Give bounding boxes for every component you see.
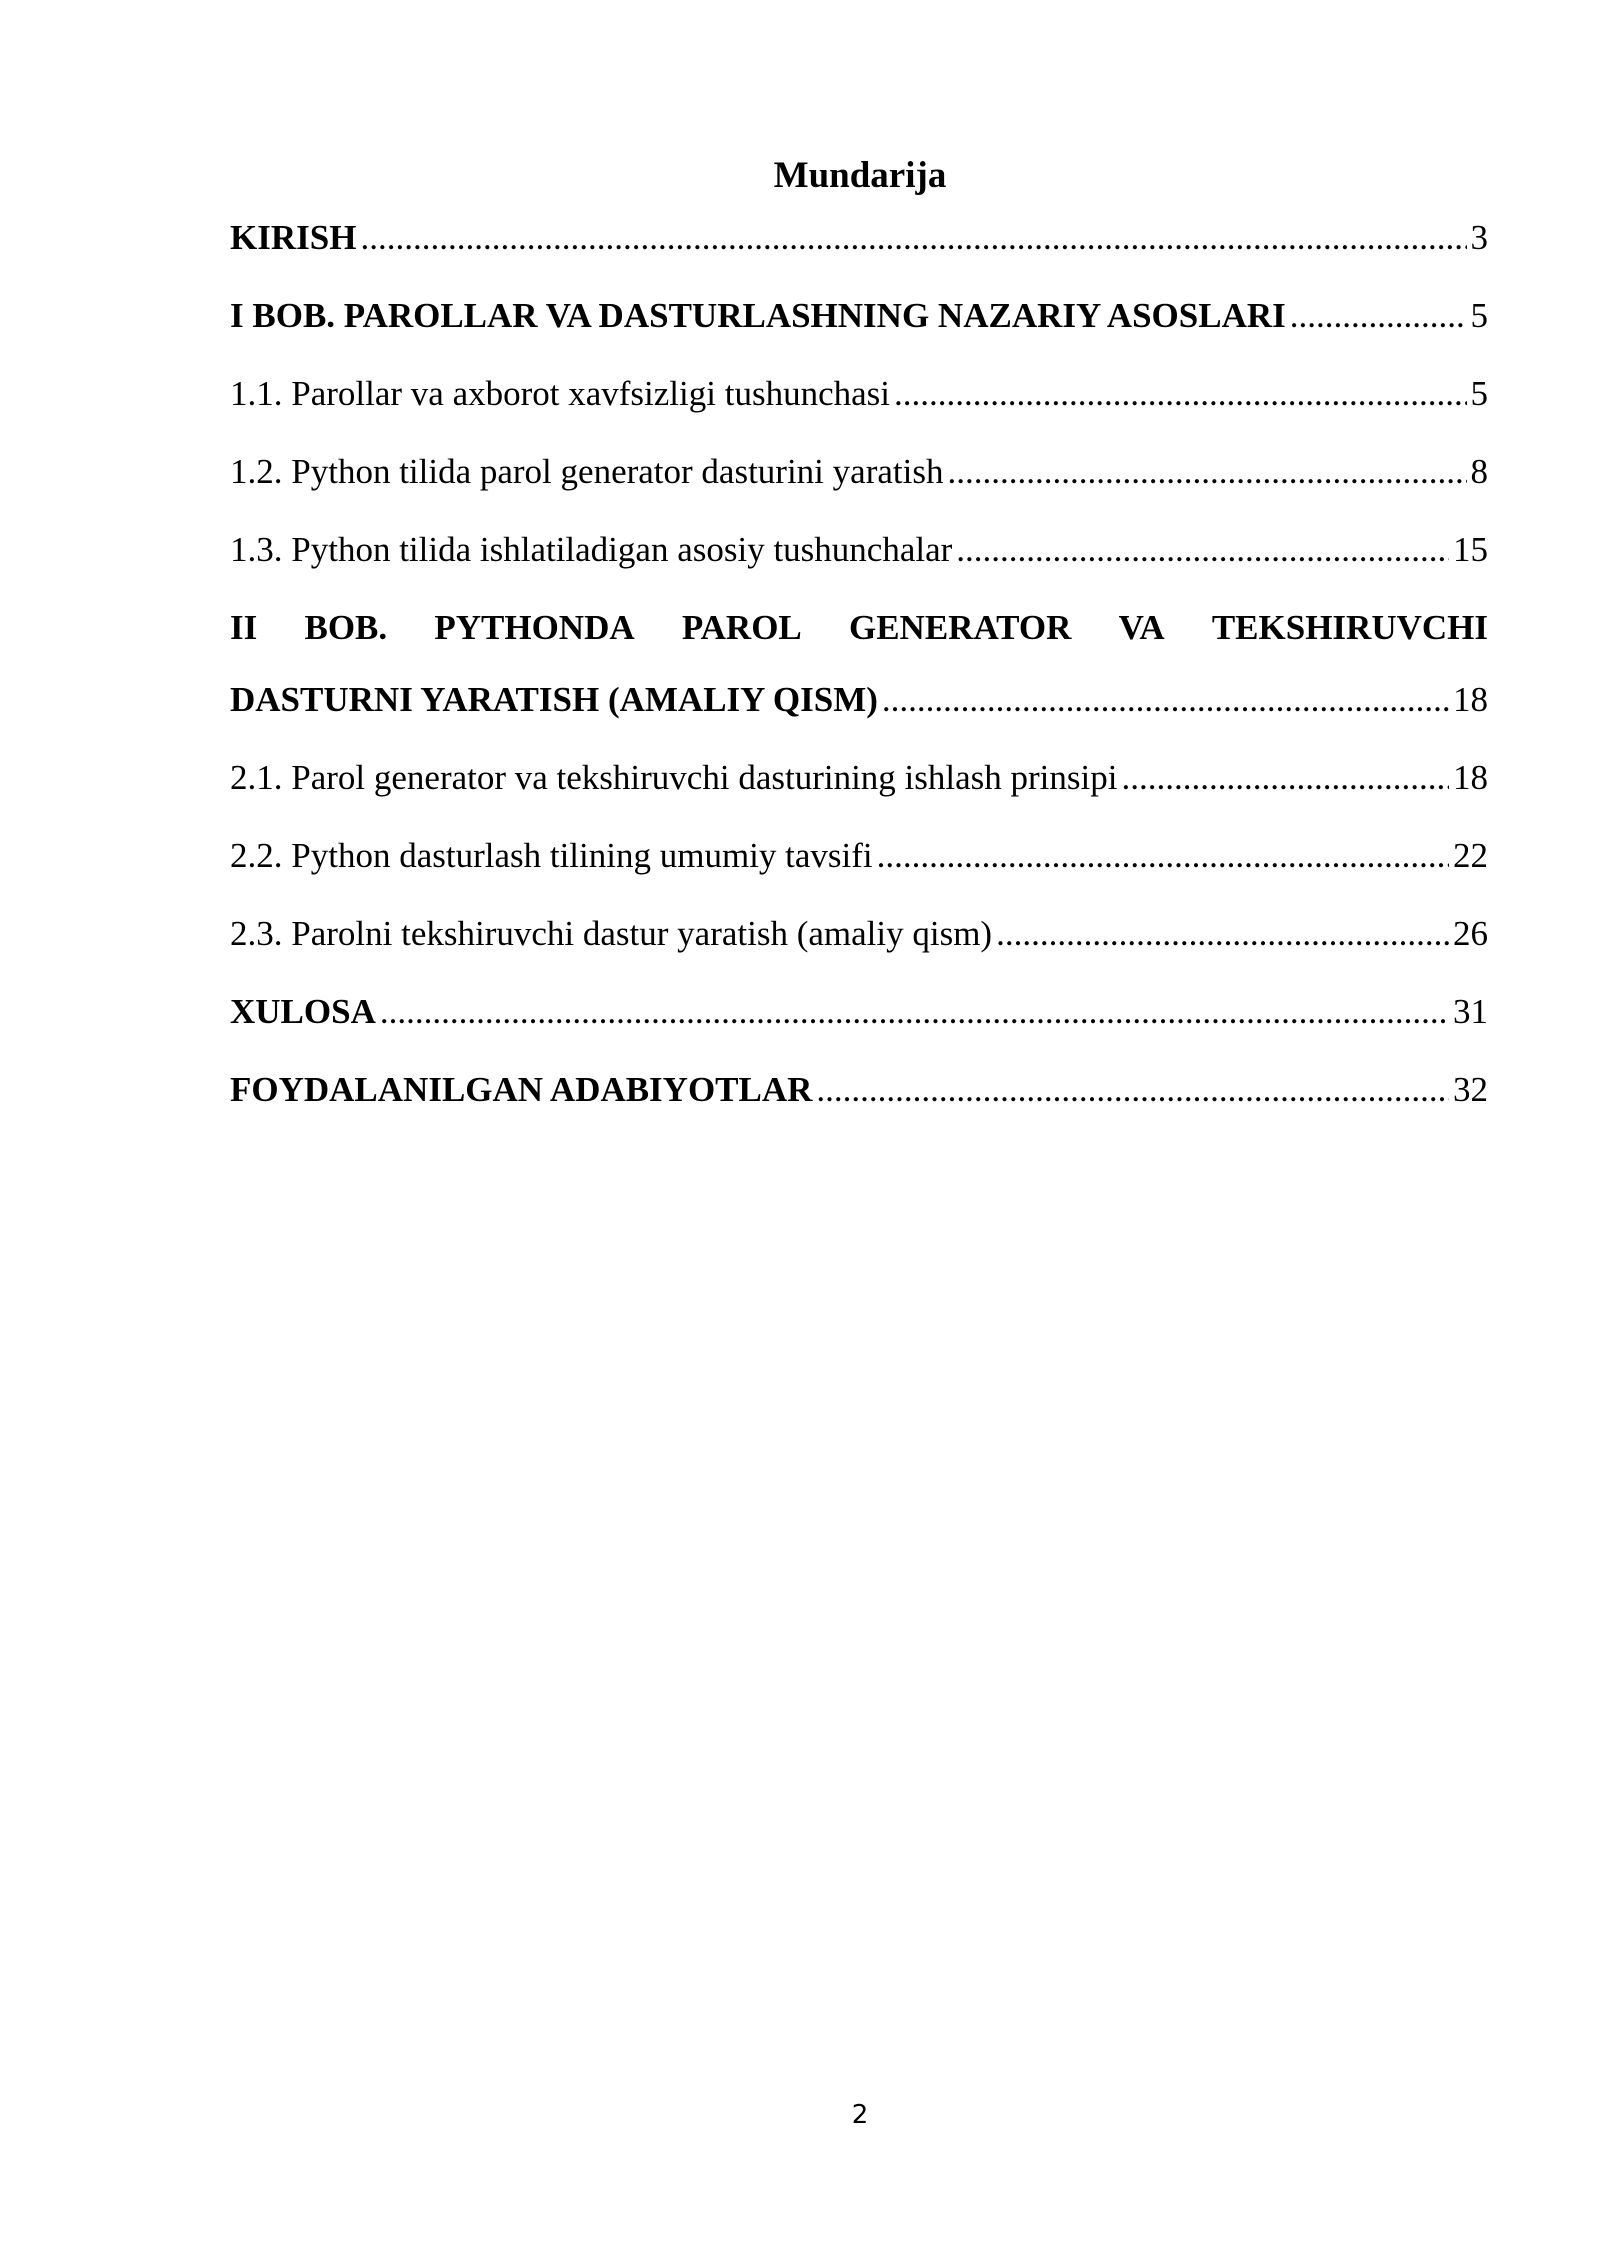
toc-word: GENERATOR xyxy=(848,608,1072,647)
toc-entry-label: KIRISH xyxy=(230,218,357,257)
toc-entry-chapter-1[interactable] xyxy=(230,289,1488,343)
toc-entry-kirish[interactable] xyxy=(230,211,1488,265)
page-number: 2 xyxy=(851,2100,869,2130)
toc-entry-label: XULOSA xyxy=(230,992,376,1031)
dot-leader xyxy=(1121,751,1449,805)
toc-entry-page: 8 xyxy=(1470,452,1488,491)
toc-word: VA xyxy=(1118,608,1165,647)
dot-leader xyxy=(380,985,1449,1039)
dot-leader xyxy=(947,445,1466,499)
dot-leader xyxy=(894,367,1467,421)
dot-leader xyxy=(816,1063,1449,1117)
dot-leader xyxy=(1290,289,1467,343)
toc-entry-page: 18 xyxy=(1453,758,1488,797)
toc-entry-page: 26 xyxy=(1453,914,1488,953)
toc-entry-page: 5 xyxy=(1470,296,1488,335)
dot-leader xyxy=(956,523,1449,577)
toc-entry-page: 5 xyxy=(1470,374,1488,413)
toc-entry-label: DASTURNI YARATISH (AMALIY QISM) xyxy=(230,680,878,719)
toc-entry-section-2-3[interactable] xyxy=(230,907,1488,961)
toc-entry-label: 2.3. Parolni tekshiruvchi dastur yaratish (amaliy qism) xyxy=(230,914,993,953)
toc-entry-page: 22 xyxy=(1453,836,1488,875)
toc-entry-section-1-3[interactable] xyxy=(230,523,1488,577)
toc-entry-section-2-2[interactable] xyxy=(230,829,1488,883)
toc-entry-label-line-1 xyxy=(230,601,1488,655)
toc-entry-page: 3 xyxy=(1470,218,1488,257)
dot-leader xyxy=(360,211,1466,265)
toc-entry-label: 1.2. Python tilida parol generator dasturini yaratish xyxy=(230,452,944,491)
toc-entry-section-1-1[interactable] xyxy=(230,367,1488,421)
toc-entry-label: I BOB. PAROLLAR VA DASTURLASHNING NAZARIY ASOSLARI xyxy=(230,296,1286,335)
toc-entry-chapter-2[interactable] xyxy=(230,601,1488,727)
dot-leader xyxy=(882,673,1449,727)
toc-entry-section-2-1[interactable] xyxy=(230,751,1488,805)
toc-entry-label: FOYDALANILGAN ADABIYOTLAR xyxy=(230,1070,813,1109)
dot-leader xyxy=(877,829,1449,883)
toc-entry-label-line-2 xyxy=(230,673,1488,727)
toc-entry-section-1-2[interactable] xyxy=(230,445,1488,499)
toc-word: PYTHONDA xyxy=(434,608,635,647)
toc-entry-page: 32 xyxy=(1453,1070,1488,1109)
dot-leader xyxy=(996,907,1449,961)
toc-entry-adabiyotlar[interactable] xyxy=(230,1063,1488,1117)
toc-word: BOB. xyxy=(304,608,388,647)
table-of-contents xyxy=(230,211,1488,1141)
toc-entry-page: 31 xyxy=(1453,992,1488,1031)
toc-entry-page: 18 xyxy=(1453,680,1488,719)
toc-word: TEKSHIRUVCHI xyxy=(1211,608,1488,647)
toc-title: Mundarija xyxy=(773,155,947,196)
toc-entry-xulosa[interactable] xyxy=(230,985,1488,1039)
toc-entry-page: 15 xyxy=(1453,530,1488,569)
toc-word: PAROL xyxy=(681,608,802,647)
toc-entry-label: 1.3. Python tilida ishlatiladigan asosiy tushunchalar xyxy=(230,530,953,569)
toc-word: II xyxy=(230,608,258,647)
toc-entry-label: 2.1. Parol generator va tekshiruvchi dasturining ishlash prinsipi xyxy=(230,758,1118,797)
toc-entry-label: 2.2. Python dasturlash tilining umumiy tavsifi xyxy=(230,836,873,875)
toc-entry-label: 1.1. Parollar va axborot xavfsizligi tushunchasi xyxy=(230,374,890,413)
